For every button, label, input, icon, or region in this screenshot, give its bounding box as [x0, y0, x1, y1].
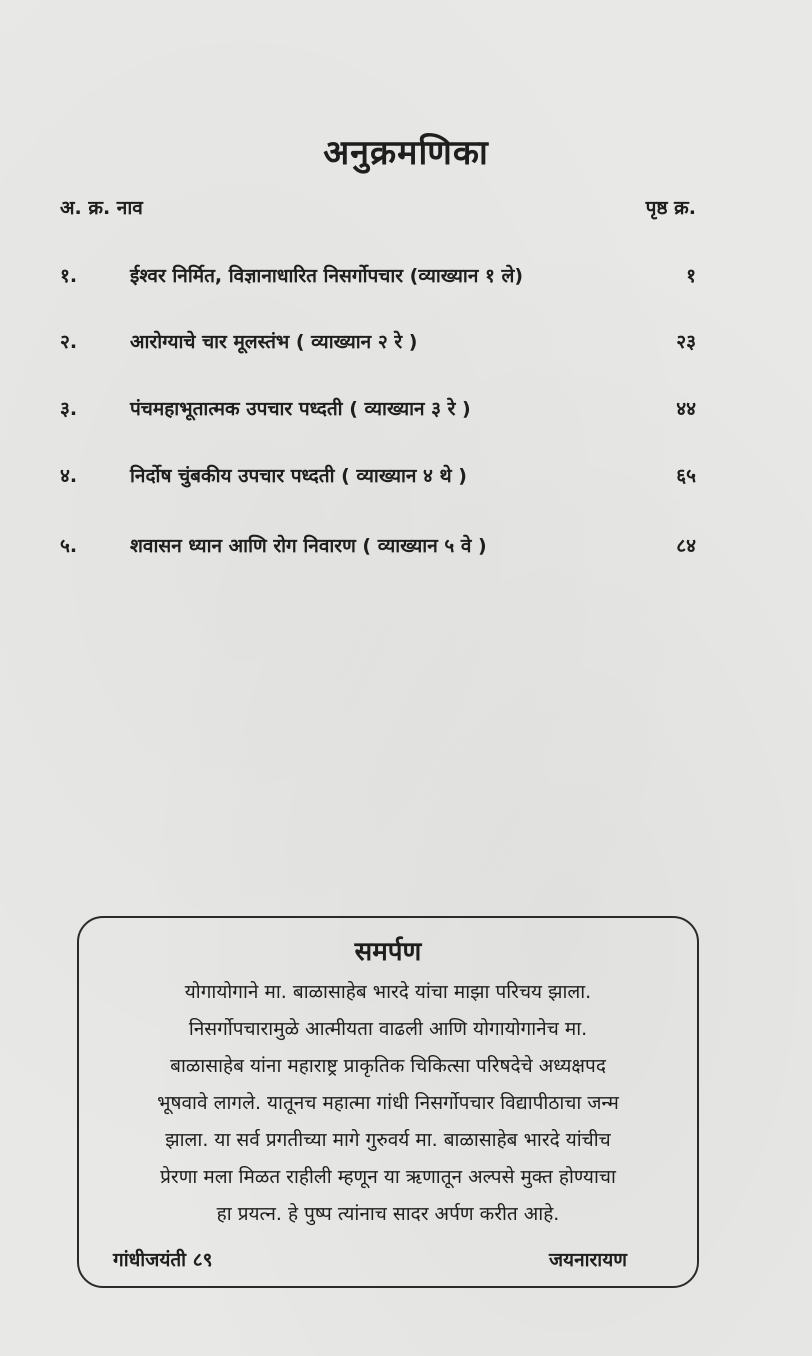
dedication-line: झाला. या सर्व प्रगतीच्या मागे गुरुवर्य मा. बाळासाहेब भारदे यांचीच [165, 1129, 611, 1151]
toc-row [60, 462, 696, 494]
dedication-box [77, 916, 699, 1288]
dedication-date: गांधीजयंती ८९ [113, 1249, 213, 1271]
toc-row-page: ६५ [676, 465, 696, 487]
dedication-line: निसर्गोपचारामुळे आत्मीयता वाढली आणि योगायोगानेच मा. [188, 1018, 588, 1040]
dedication-line: भूषवावे लागले. यातूनच महात्मा गांधी निसर्गोपचार विद्यापीठाचा जन्म [157, 1092, 619, 1114]
toc-row-page: ४४ [676, 398, 696, 420]
toc-header-serial-name: अ. क्र. नाव [60, 197, 143, 219]
toc-row-title: पंचमहाभूतात्मक उपचार पध्दती ( व्याख्यान ३ रे ) [130, 398, 471, 420]
toc-header [60, 194, 696, 224]
toc-row-title: निर्दोष चुंबकीय उपचार पध्दती ( व्याख्यान ४ थे ) [130, 465, 467, 487]
dedication-line: बाळासाहेब यांना महाराष्ट्र प्राकृतिक चिकित्सा परिषदेचे अध्यक्षपद [170, 1055, 606, 1077]
toc-row-title: ईश्वर निर्मित, विज्ञानाधारित निसर्गोपचार (व्याख्यान १ ले) [130, 265, 524, 287]
toc-row-page: १ [686, 265, 696, 287]
toc-title: अनुक्रमणिका [323, 133, 489, 173]
dedication-line: प्रेरणा मला मिळत राहीली म्हणून या ऋणातून अल्पसे मुक्त होण्याचा [160, 1166, 616, 1188]
toc-row-number: ५. [60, 535, 78, 557]
toc-header-page-number: पृष्ठ क्र. [645, 197, 696, 219]
dedication-author: जयनारायण [548, 1249, 627, 1271]
toc-row [60, 262, 696, 294]
dedication-line: हा प्रयत्न. हे पुष्प त्यांनाच सादर अर्पण करीत आहे. [216, 1203, 560, 1225]
toc-row-number: २. [60, 331, 78, 353]
toc-row-number: ४. [60, 465, 78, 487]
toc-row [60, 395, 696, 427]
dedication-title: समर्पण [354, 937, 422, 967]
toc-row-page: २३ [676, 331, 696, 353]
toc-row-title: शवासन ध्यान आणि रोग निवारण ( व्याख्यान ५ वे ) [130, 535, 487, 557]
toc-row-number: ३. [60, 398, 78, 420]
toc-row-number: १. [60, 265, 78, 287]
toc-row [60, 328, 696, 360]
toc-row [60, 532, 696, 564]
toc-row-title: आरोग्याचे चार मूलस्तंभ ( व्याख्यान २ रे ) [130, 331, 418, 353]
dedication-line: योगायोगाने मा. बाळासाहेब भारदे यांचा माझा परिचय झाला. [184, 981, 592, 1003]
toc-row-page: ८४ [676, 535, 696, 557]
